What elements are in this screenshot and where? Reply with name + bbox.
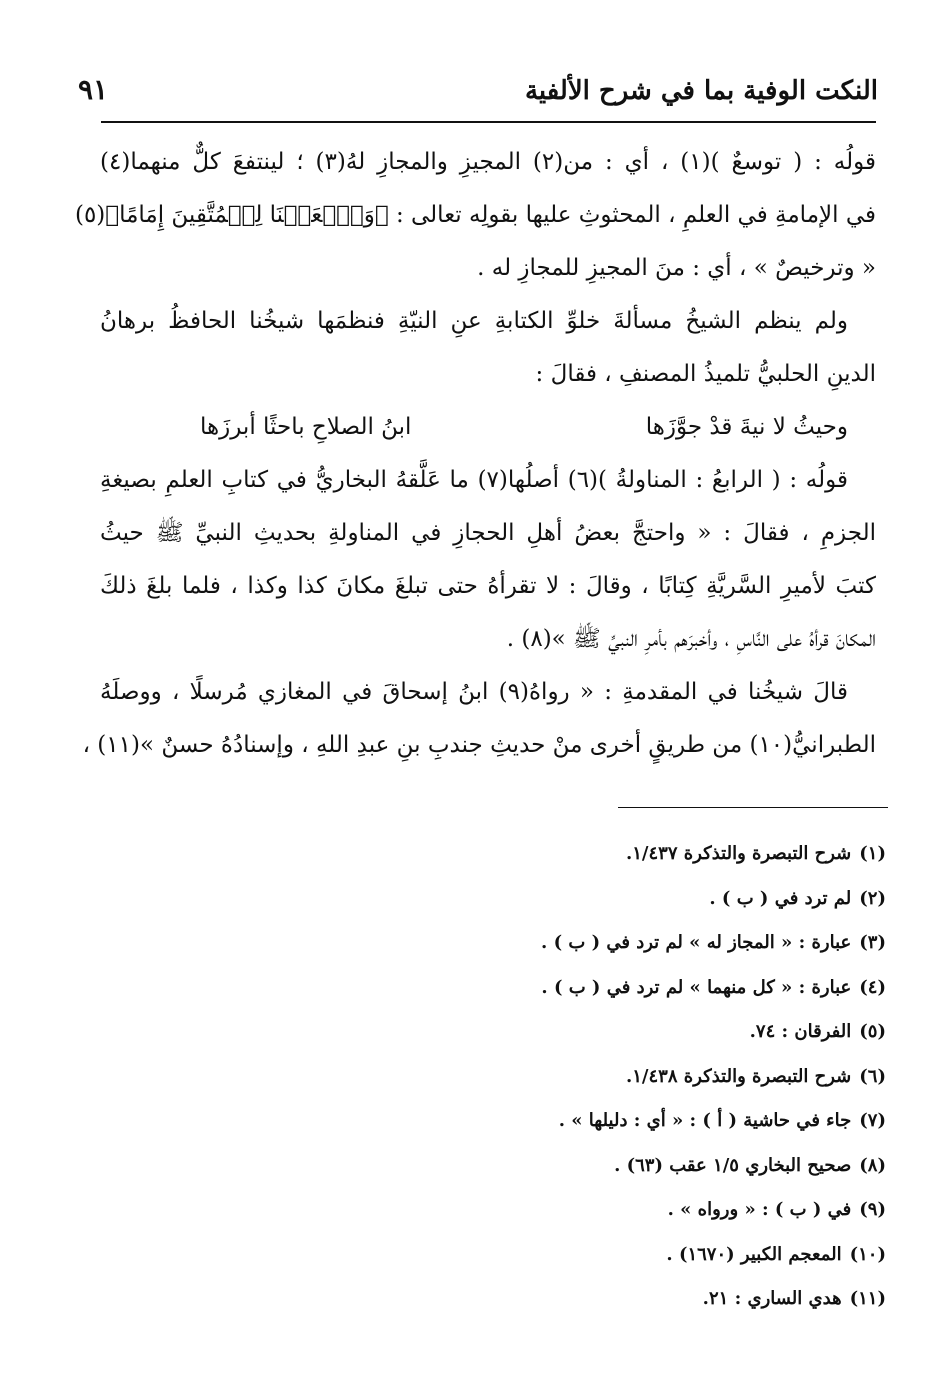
footnote [100,1188,886,1233]
footnote-text: عبارة : « كل منهما » لم ترد في ( ب ) . [541,976,852,998]
footnote-text: شرح التبصرة والتذكرة ١/٤٣٨. [625,1065,852,1087]
footnote-number: (١٠) [849,1243,886,1265]
text-line: المكانَ قرأهُ على النَّاسِ ، وأخبرَهم بأمرِ النبيِّ ﷺ »(٨) . [506,626,876,652]
page-header [78,62,878,106]
verse-hemistich-2: ابنُ الصلاحِ باحثًا أبرزَها [200,414,412,440]
footnote [100,1099,886,1144]
footnote [100,1233,886,1278]
text-line: قالَ شيخُنا في المقدمةِ : « رواهُ(٩) ابنُ إسحاقَ في المغازي مُرسلًا ، ووصلَهُ [100,679,848,705]
footnote-text: عبارة : « المجاز له » لم ترد في ( ب ) . [541,932,852,953]
footnote [100,1010,886,1055]
text-line: قولُه : ( الرابعُ : المناولةُ )(٦) أصلُها(٧) ما عَلَّقهُ البخاريُّ في كتابِ العلمِ بصيغةِ [100,467,848,493]
text-line: في الإمامةِ في العلمِ ، المحثوثِ عليها بقولِه تعالى : ﴿وَٱجۡعَلۡنَا لِلۡمُتَّقِينَ إِمَامًا﴾(٥) [74,202,876,228]
poetry-verse [100,401,876,454]
text-line: الدينِ الحلبيُّ تلميذُ المصنفِ ، فقالَ : [535,361,876,387]
verse-hemistich-1: وحيثُ لا نيةَ قدْ جوَّزَها [645,414,848,440]
footnote-number: (٦) [859,1065,886,1087]
main-text [74,136,876,772]
footnote-text: هدي الساري : ٢١. [702,1288,842,1309]
footnote [100,966,886,1011]
footnote [100,1277,886,1322]
footnote [100,921,886,966]
footnote-text: المعجم الكبير (١٦٧٠) . [666,1243,842,1265]
footnote-text: صحيح البخاري ١/٥ عقب (٦٣) . [614,1154,852,1176]
text-line: كتبَ لأميرِ السَّريَّةِ كِتابًا ، وقالَ : لا تقرأهُ حتى تبلغَ مكانَ كذا وكذا ، فلما بلغَ ذلكَ [100,573,876,599]
footnote [100,832,886,877]
footnote-number: (٣) [859,932,886,953]
footnote-text: جاء في حاشية ( أ ) : « أي : دليلها » . [558,1110,852,1131]
footnotes [100,832,886,1322]
footnote [100,1144,886,1189]
footnote-number: (٤) [859,976,886,998]
footnote-text: في ( ب ) : « ورواه » . [667,1199,852,1220]
page-number: ٩١ [78,73,109,106]
footnote-separator [618,807,888,808]
footnote-text: شرح التبصرة والتذكرة ١/٤٣٧. [625,843,852,864]
text-line: « وترخيصٌ » ، أي : منَ المجيزِ للمجازِ له . [477,255,876,281]
footnote-number: (٥) [859,1021,886,1042]
text-line: الطبرانيُّ(١٠) من طريقٍ أخرى منْ حديثِ جندبِ بنِ عبدِ اللهِ ، وإسنادُهُ حسنٌ »(١١) ، [82,732,876,758]
footnote-text: الفرقان : ٧٤. [749,1021,852,1042]
footnote-number: (٢) [859,887,886,909]
footnote-number: (٨) [859,1154,886,1176]
footnote [100,1055,886,1100]
footnote-number: (١١) [849,1288,886,1309]
text-line: قولُه : ( توسعٌ )(١) ، أي : من(٢) المجيزِ والمجازِ لهُ(٣) ؛ لينتفعَ كلٌّ منهما(٤) [100,149,876,175]
text-line: الجزمِ ، فقالَ : « واحتجَّ بعضُ أهلِ الحجازِ في المناولةِ بحديثِ النبيِّ ﷺ حيثُ [100,520,876,546]
running-title: النكت الوفية بما في شرح الألفية [524,76,878,106]
header-rule [101,121,876,123]
footnote [100,877,886,922]
footnote-text: لم ترد في ( ب ) . [709,887,852,909]
footnote-number: (٧) [859,1110,886,1131]
footnote-number: (١) [859,843,886,864]
footnote-number: (٩) [859,1199,886,1220]
text-line: ولم ينظم الشيخُ مسألةَ خلوِّ الكتابةِ عنِ النيّةِ فنظمَها شيخُنا الحافظُ برهانُ [100,308,848,334]
